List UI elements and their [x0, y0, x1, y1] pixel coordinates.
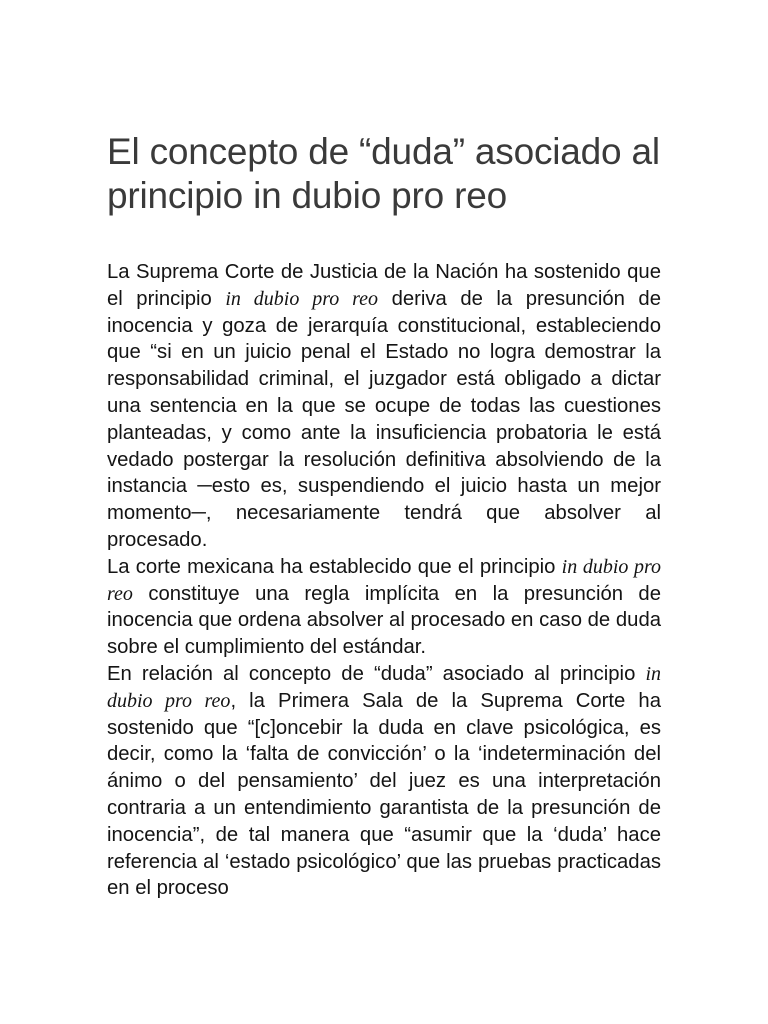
paragraph-3 [107, 661, 661, 902]
document-title: El concepto de “duda” asociado al principio in dubio pro reo [107, 131, 660, 216]
latin-phrase: in dubio pro reo [107, 555, 662, 605]
document-page [107, 0, 661, 1024]
paragraph-text: La corte mexicana ha establecido que el principio [107, 555, 562, 578]
paragraph-text: En relación al concepto de “duda” asociado al principio [107, 662, 646, 685]
paragraph-text: deriva de la presunción de inocencia y goza de jerarquía constitucional, estableciendo que “si en un juicio penal el Estado no logra demostrar la responsabilidad criminal, el juzgador está obligado a dictar una sentencia en la que se ocupe de todas las cuestiones planteadas, y como ante la insuficiencia probatoria le está vedado postergar la resolución definitiva absolviendo de la instancia ─esto es, suspendiendo el juicio hasta un mejor momento─, necesariamente tendrá que absolver al procesado. [107, 287, 661, 551]
paragraph-text: constituye una regla implícita en la presunción de inocencia que ordena absolver al procesado en caso de duda sobre el cumplimiento del estándar. [107, 582, 661, 659]
document-body [107, 259, 661, 902]
latin-phrase: in dubio pro reo [225, 287, 379, 310]
paragraph-2 [107, 554, 661, 661]
paragraph-text: , la Primera Sala de la Suprema Corte ha sostenido que “[c]oncebir la duda en clave psicológica, es decir, como la ‘falta de convicción’ o la ‘indeterminación del ánimo o del pensamiento’ del juez es una interpretación contraria a un entendimiento garantista de la presunción de inocencia”, de tal manera que “asumir que la ‘duda’ hace referencia al ‘estado psicológico’ que las pruebas practicadas en el proceso [107, 689, 661, 900]
latin-phrase: in dubio pro reo [107, 662, 661, 712]
paragraph-text: La Suprema Corte de Justicia de la Nación ha sostenido que el principio [107, 261, 661, 310]
paragraph-1 [107, 259, 661, 554]
